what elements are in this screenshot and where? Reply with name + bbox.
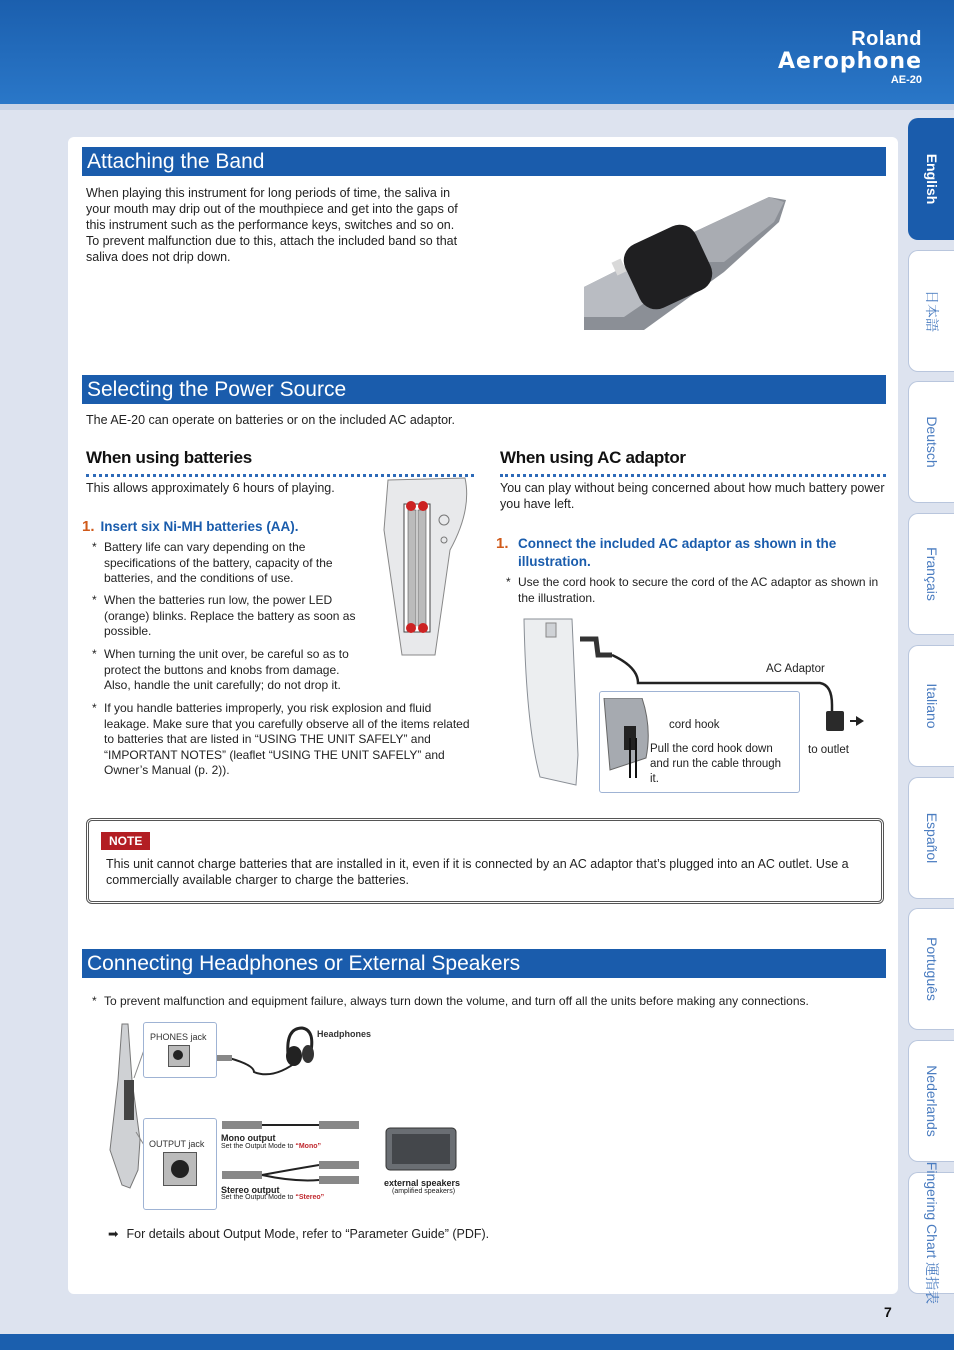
cord-hook-instruction: Pull the cord hook down and run the cable through it. <box>650 743 782 785</box>
phones-jack-label: PHONES jack <box>150 1032 207 1042</box>
tab-nederlands[interactable]: Nederlands <box>908 1040 954 1162</box>
phones-jack-icon <box>168 1045 190 1067</box>
headphones-label: Headphones <box>317 1029 372 1039</box>
model-name: AE-20 <box>890 74 922 86</box>
batteries-intro: This allows approximately 6 hours of playing. <box>86 481 335 495</box>
tab-fingering-chart[interactable]: Fingering Chart 運指表 <box>908 1172 954 1294</box>
section-title-band: Attaching the Band <box>82 147 886 176</box>
external-speakers-label: external speakers <box>384 1178 461 1188</box>
batteries-heading: When using batteries <box>86 448 252 467</box>
battery-compartment-illustration <box>380 470 475 660</box>
tab-francais[interactable]: Français <box>908 513 954 635</box>
brand-logo <box>778 28 922 86</box>
tab-japanese[interactable]: 日本語 <box>908 250 954 372</box>
step-text: Connect the included AC adaptor as shown in the illustration. <box>518 536 837 569</box>
tab-english[interactable]: English <box>908 118 954 240</box>
ac-adaptor-label: AC Adaptor <box>766 663 825 675</box>
band-text: When playing this instrument for long periods of time, the saliva in your mouth may drip out of the mouthpiece and get into the gaps of this instrument such as the performance keys, switches and so on. To prevent malfunction due to this, attach the included band so that saliva does not drip down. <box>86 186 458 264</box>
aerophone-logo: Aerophone <box>777 49 922 74</box>
stereo-output-label: Stereo output <box>221 1185 280 1195</box>
connect-warning: * To prevent malfunction and equipment failure, always turn down the volume, and turn off all the units before making any connections. <box>92 994 809 1008</box>
step-number: 1. <box>496 535 509 552</box>
tab-italiano[interactable]: Italiano <box>908 645 954 767</box>
to-outlet-label: to outlet <box>808 744 849 756</box>
note-text: This unit cannot charge batteries that are installed in it, even if it is connected by an AC adaptor that’s plugged into an AC outlet. Use a commercially available charger to charge the batteries. <box>106 857 849 887</box>
batteries-step-1 <box>82 518 362 536</box>
note-badge: NOTE <box>101 832 150 850</box>
battery-note-1: * Battery life can vary depending on the specifications of the battery, capacity of the batteries, and the conditions of use. <box>92 540 333 585</box>
page-header <box>0 0 954 104</box>
battery-note-2: * When the batteries run low, the power LED (orange) blinks. Replace the battery as soon as possible. <box>92 593 356 638</box>
ac-step-1 <box>496 535 866 571</box>
external-speakers-sublabel: (amplified speakers) <box>392 1188 456 1195</box>
step-text: Insert six Ni-MH batteries (AA). <box>100 519 299 534</box>
ac-heading: When using AC adaptor <box>500 448 686 467</box>
band-illustration <box>584 192 786 332</box>
power-intro: The AE-20 can operate on batteries or on the included AC adaptor. <box>86 413 456 427</box>
tab-deutsch[interactable]: Deutsch <box>908 381 954 503</box>
output-mode-footnote: ➡ For details about Output Mode, refer to “Parameter Guide” (PDF). <box>108 1227 490 1241</box>
arrow-right-icon: ➡ <box>108 1227 119 1241</box>
cord-hook-label: cord hook <box>669 719 720 731</box>
tab-espanol[interactable]: Español <box>908 777 954 899</box>
ac-note: * Use the cord hook to secure the cord of the AC adaptor as shown in the illustration. <box>506 575 879 605</box>
output-jack-label: OUTPUT jack <box>149 1139 205 1149</box>
step-number: 1. <box>82 518 95 535</box>
battery-note-3: * When turning the unit over, be careful so as to protect the buttons and knobs from damage. Also, handle the unit carefully; do not drop it. <box>92 647 349 692</box>
tab-portugues[interactable]: Português <box>908 908 954 1030</box>
mono-output-label: Mono output <box>221 1133 276 1143</box>
page-footer <box>0 1334 954 1350</box>
page-number: 7 <box>884 1304 892 1320</box>
roland-logo: Roland <box>851 28 922 50</box>
ac-intro: You can play without being concerned about how much battery power you have left. <box>500 481 885 511</box>
section-title-power: Selecting the Power Source <box>82 375 886 404</box>
mono-output-setting: Set the Output Mode to “Mono” <box>221 1143 322 1150</box>
stereo-output-setting: Set the Output Mode to “Stereo” <box>221 1194 325 1201</box>
header-divider <box>0 104 954 110</box>
output-jack-icon <box>163 1152 197 1186</box>
section-title-connect: Connecting Headphones or External Speakers <box>82 949 886 978</box>
ac-divider <box>500 474 886 477</box>
battery-note-4: * If you handle batteries improperly, you risk explosion and fluid leakage. Make sure that you carefully observe all of the items related to batteries that are listed in “USING THE UNIT SAFELY” and “IMPORTANT NOTES” (leaflet “USING THE UNIT SAFELY” and Owner’s Manual (p. 2)). <box>92 701 470 777</box>
